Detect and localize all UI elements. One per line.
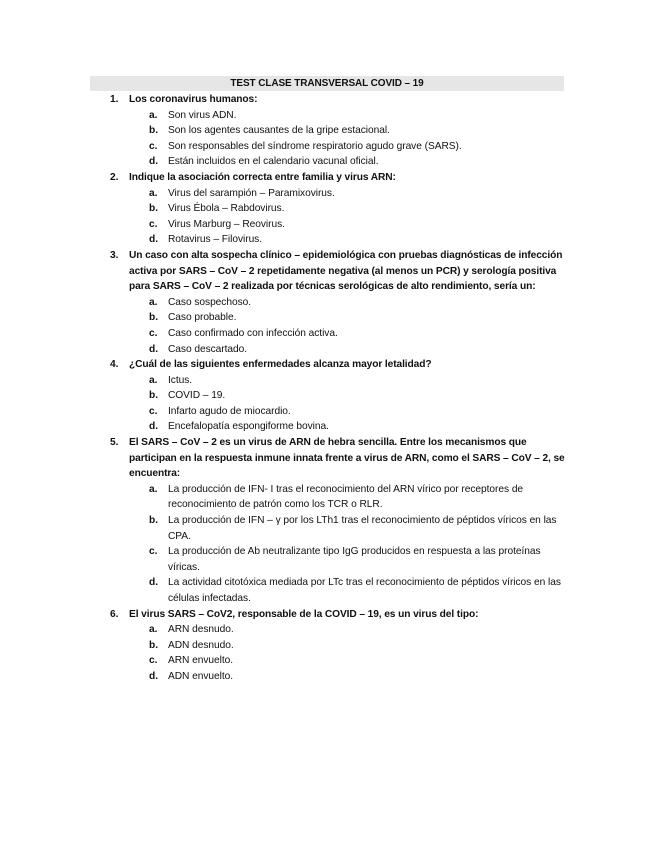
option-text: Virus Marburg – Reovirus. [168,218,285,230]
option-letter: a. [149,374,158,386]
option-letter: c. [149,140,158,152]
option-letter: a. [149,483,158,495]
option-b [0,123,655,139]
option-text: Virus del sarampión – Paramixovirus. [168,187,335,199]
question-2 [0,170,655,248]
option-letter: c. [149,218,158,230]
question-number: 3. [110,249,119,261]
option-text: ADN envuelto. [168,670,234,682]
option-c [0,326,655,342]
question-6 [0,607,655,685]
question-text: Indique la asociación correcta entre familia y virus ARN: [129,171,396,183]
option-a [0,482,655,513]
option-d [0,419,655,435]
option-text: La producción de IFN – γ por los LTh1 tras el reconocimiento de péptidos víricos en las CPA. [168,515,557,542]
option-d [0,342,655,358]
option-a [0,622,655,638]
option-text: Caso descartado. [168,343,248,355]
question-text: El SARS – CoV – 2 es un virus de ARN de hebra sencilla. Entre los mecanismos que participan en la respuesta inmune innata frente a virus de ARN, como el SARS – CoV – 2, se encuentra: [129,437,565,480]
option-letter: c. [149,546,158,558]
question-1 [0,92,655,170]
option-a [0,186,655,202]
option-d [0,232,655,248]
option-c [0,217,655,233]
option-letter: d. [149,234,159,246]
question-number: 4. [110,359,119,371]
question-number: 2. [110,171,119,183]
option-text: COVID – 19. [168,390,226,402]
option-letter: a. [149,187,158,199]
option-text: La actividad citotóxica mediada por LTc tras el reconocimiento de péptidos víricos en las células infectadas. [168,577,561,604]
option-letter: b. [149,639,159,651]
option-letter: d. [149,421,159,433]
option-list [0,186,655,248]
option-list [0,108,655,170]
question-4 [0,357,655,435]
option-c [0,404,655,420]
option-letter: d. [149,156,159,168]
option-text: Son responsables del síndrome respiratorio agudo grave (SARS). [168,140,462,152]
option-text: Son virus ADN. [168,109,237,121]
option-b [0,388,655,404]
option-text: La producción de Ab neutralizante tipo IgG producidos en respuesta a las proteínas víricas. [168,546,541,573]
option-letter: d. [149,343,159,355]
option-letter: b. [149,390,159,402]
option-list [0,373,655,435]
question-number: 5. [110,437,119,449]
option-a [0,373,655,389]
option-text: Están incluidos en el calendario vacunal oficial. [168,156,379,168]
question-text: Los coronavirus humanos: [129,94,258,105]
option-c [0,139,655,155]
option-b [0,201,655,217]
option-text: Caso probable. [168,312,237,324]
option-text: ADN desnudo. [168,639,234,651]
option-text: Virus Ébola – Rabdovirus. [168,203,285,215]
option-d [0,669,655,685]
option-letter: b. [149,203,159,215]
option-letter: b. [149,125,159,137]
option-letter: d. [149,670,159,682]
option-letter: a. [149,109,158,121]
option-list [0,295,655,357]
option-a [0,108,655,124]
option-text: ARN envuelto. [168,655,234,667]
option-list [0,622,655,684]
option-list [0,482,655,607]
option-letter: c. [149,655,158,667]
question-number: 1. [110,94,119,105]
question-number: 6. [110,608,119,620]
option-text: Infarto agudo de miocardio. [168,405,291,417]
question-text: Un caso con alta sospecha clínico – epidemiológica con pruebas diagnósticas de infección activa por SARS – CoV – 2 repetidamente negativa (al menos un PCR) y serología positiva para SARS – CoV – 2 realizada por técnicas serológicas de alto rendimiento, sería un: [129,249,563,293]
option-letter: a. [149,296,158,308]
option-letter: c. [149,327,158,339]
option-d [0,575,655,606]
option-c [0,544,655,575]
option-text: La producción de IFN- I tras el reconocimiento del ARN vírico por receptores de reconocimiento de patrón como los TCR o RLR. [168,483,524,511]
question-list [0,92,655,685]
question-5 [0,435,655,607]
option-text: Ictus. [168,374,193,386]
option-a [0,295,655,311]
option-text: ARN desnudo. [168,624,234,636]
option-letter: a. [149,624,158,636]
option-b [0,638,655,654]
question-3 [0,248,655,357]
document-title: TEST CLASE TRANSVERSAL COVID – 19 [230,78,424,89]
option-c [0,653,655,669]
option-letter: b. [149,312,159,324]
option-text: Rotavirus – Filovirus. [168,234,263,246]
option-text: Caso confirmado con infección activa. [168,327,338,339]
option-text: Caso sospechoso. [168,296,252,308]
question-text: El virus SARS – CoV2, responsable de la COVID – 19, es un virus del tipo: [129,608,479,620]
option-text: Son los agentes causantes de la gripe estacional. [168,125,390,137]
title-bar [90,76,564,91]
option-b [0,310,655,326]
question-text: ¿Cuál de las siguientes enfermedades alcanza mayor letalidad? [129,359,432,371]
option-letter: c. [149,405,158,417]
option-letter: d. [149,577,159,589]
option-text: Encefalopatía espongiforme bovina. [168,421,329,433]
option-d [0,154,655,170]
option-b [0,513,655,544]
option-letter: b. [149,515,159,527]
